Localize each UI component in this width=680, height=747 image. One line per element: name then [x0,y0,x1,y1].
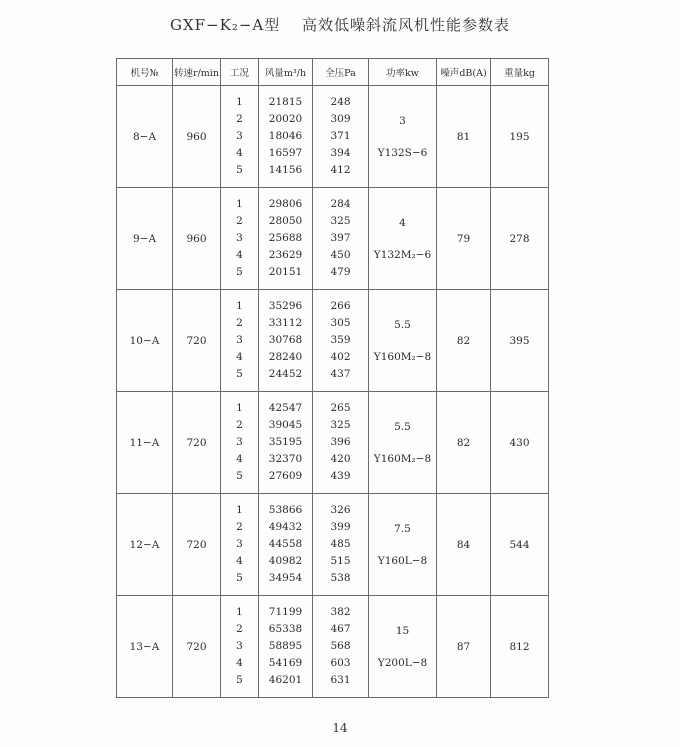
pressure-value: 437 [330,368,351,380]
flow-value: 42547 [268,402,303,414]
pressure-value: 265 [330,402,351,414]
flow-value: 35195 [268,436,303,448]
condition-value: 4 [236,351,243,363]
model-cell: 10−A [117,290,173,392]
table-row [117,86,549,188]
speed-cell: 720 [173,494,221,596]
condition-cell [221,290,259,392]
power-cell [369,188,437,290]
power-value: 3 [399,114,406,127]
condition-value: 2 [236,521,243,533]
flow-value: 28240 [268,351,303,363]
flow-value: 32370 [268,453,303,465]
weight-cell: 195 [491,86,549,188]
pressure-value: 568 [330,640,351,652]
condition-value: 5 [236,470,243,482]
pressure-value: 325 [330,419,351,431]
flow-value: 40982 [268,555,303,567]
pressure-value: 371 [330,130,351,142]
flow-value: 46201 [268,674,303,686]
condition-value: 4 [236,555,243,567]
motor-model: Y200L−8 [377,656,428,669]
flow-value: 27609 [268,470,303,482]
condition-value: 2 [236,317,243,329]
flow-value: 35296 [268,300,303,312]
pressure-value: 515 [330,555,351,567]
flow-cell [259,290,313,392]
motor-model: Y160M₂−8 [373,350,432,363]
pressure-value: 396 [330,436,351,448]
condition-value: 5 [236,674,243,686]
pressure-value: 467 [330,623,351,635]
condition-value: 4 [236,657,243,669]
noise-cell: 81 [437,86,491,188]
header-speed: 转速r/min [173,59,221,86]
motor-model: Y132M₂−6 [373,248,432,261]
flow-value: 71199 [268,606,303,618]
condition-cell [221,188,259,290]
flow-value: 65338 [268,623,303,635]
model-cell: 11−A [117,392,173,494]
pressure-cell [313,86,369,188]
fan-performance-table [116,58,549,698]
flow-value: 54169 [268,657,303,669]
flow-cell [259,494,313,596]
pressure-value: 248 [330,96,351,108]
condition-value: 3 [236,436,243,448]
speed-cell: 720 [173,596,221,698]
flow-value: 30768 [268,334,303,346]
power-cell [369,290,437,392]
flow-value: 21815 [268,96,303,108]
pressure-value: 420 [330,453,351,465]
flow-value: 18046 [268,130,303,142]
pressure-cell [313,494,369,596]
pressure-value: 603 [330,657,351,669]
flow-value: 49432 [268,521,303,533]
pressure-value: 326 [330,504,351,516]
condition-value: 4 [236,453,243,465]
noise-cell: 79 [437,188,491,290]
flow-value: 16597 [268,147,303,159]
header-row [117,59,549,86]
model-cell: 9−A [117,188,173,290]
flow-value: 34954 [268,572,303,584]
power-value: 5.5 [394,420,411,433]
condition-value: 3 [236,232,243,244]
weight-cell: 544 [491,494,549,596]
pressure-cell [313,596,369,698]
pressure-value: 266 [330,300,351,312]
condition-value: 1 [236,198,243,210]
flow-value: 20020 [268,113,303,125]
condition-value: 2 [236,623,243,635]
condition-value: 4 [236,147,243,159]
pressure-value: 382 [330,606,351,618]
condition-cell [221,494,259,596]
pressure-value: 359 [330,334,351,346]
power-cell [369,86,437,188]
flow-value: 24452 [268,368,303,380]
flow-value: 33112 [268,317,303,329]
pressure-value: 305 [330,317,351,329]
power-value: 5.5 [394,318,411,331]
speed-cell: 960 [173,188,221,290]
condition-cell [221,86,259,188]
flow-value: 53866 [268,504,303,516]
pressure-value: 399 [330,521,351,533]
pressure-value: 397 [330,232,351,244]
header-flow: 风量m³/h [259,59,313,86]
power-cell [369,596,437,698]
header-condition: 工况 [221,59,259,86]
pressure-value: 450 [330,249,351,261]
pressure-value: 412 [330,164,351,176]
header-pressure: 全压Pa [313,59,369,86]
pressure-value: 394 [330,147,351,159]
condition-value: 1 [236,96,243,108]
pressure-cell [313,392,369,494]
model-cell: 8−A [117,86,173,188]
weight-cell: 278 [491,188,549,290]
flow-value: 25688 [268,232,303,244]
condition-value: 1 [236,504,243,516]
flow-value: 44558 [268,538,303,550]
pressure-cell [313,188,369,290]
condition-value: 2 [236,419,243,431]
flow-value: 39045 [268,419,303,431]
condition-value: 5 [236,164,243,176]
flow-cell [259,188,313,290]
condition-value: 4 [236,249,243,261]
pressure-value: 284 [330,198,351,210]
pressure-value: 402 [330,351,351,363]
weight-cell: 395 [491,290,549,392]
flow-value: 23629 [268,249,303,261]
power-cell [369,392,437,494]
power-cell [369,494,437,596]
header-model: 机号№ [117,59,173,86]
flow-cell [259,392,313,494]
condition-value: 1 [236,300,243,312]
noise-cell: 82 [437,392,491,494]
condition-value: 1 [236,402,243,414]
table-row [117,494,549,596]
condition-value: 2 [236,113,243,125]
pressure-value: 325 [330,215,351,227]
table-row [117,290,549,392]
page-title: GXF−K₂−A型 高效低噪斜流风机性能参数表 [169,16,511,34]
noise-cell: 87 [437,596,491,698]
condition-value: 2 [236,215,243,227]
condition-cell [221,596,259,698]
pressure-cell [313,290,369,392]
flow-value: 29806 [268,198,303,210]
header-weight: 重量kg [491,59,549,86]
model-cell: 13−A [117,596,173,698]
power-value: 7.5 [394,522,411,535]
speed-cell: 720 [173,290,221,392]
condition-cell [221,392,259,494]
condition-value: 3 [236,130,243,142]
motor-model: Y160L−8 [377,554,428,567]
table-row [117,596,549,698]
model-cell: 12−A [117,494,173,596]
condition-value: 5 [236,572,243,584]
header-noise: 噪声dB(A) [437,59,491,86]
speed-cell: 960 [173,86,221,188]
condition-value: 3 [236,640,243,652]
weight-cell: 812 [491,596,549,698]
table-row [117,392,549,494]
power-value: 15 [395,624,410,637]
noise-cell: 82 [437,290,491,392]
noise-cell: 84 [437,494,491,596]
motor-model: Y132S−6 [377,146,428,159]
flow-value: 14156 [268,164,303,176]
weight-cell: 430 [491,392,549,494]
pressure-value: 439 [330,470,351,482]
page-number: 14 [332,721,348,735]
motor-model: Y160M₂−8 [373,452,432,465]
pressure-value: 538 [330,572,351,584]
flow-value: 20151 [268,266,303,278]
speed-cell: 720 [173,392,221,494]
header-power: 功率kw [369,59,437,86]
condition-value: 5 [236,368,243,380]
flow-value: 28050 [268,215,303,227]
condition-value: 1 [236,606,243,618]
pressure-value: 479 [330,266,351,278]
pressure-value: 309 [330,113,351,125]
flow-cell [259,86,313,188]
condition-value: 3 [236,538,243,550]
pressure-value: 485 [330,538,351,550]
table-row [117,188,549,290]
flow-cell [259,596,313,698]
power-value: 4 [399,216,406,229]
flow-value: 58895 [268,640,303,652]
pressure-value: 631 [330,674,351,686]
condition-value: 3 [236,334,243,346]
condition-value: 5 [236,266,243,278]
